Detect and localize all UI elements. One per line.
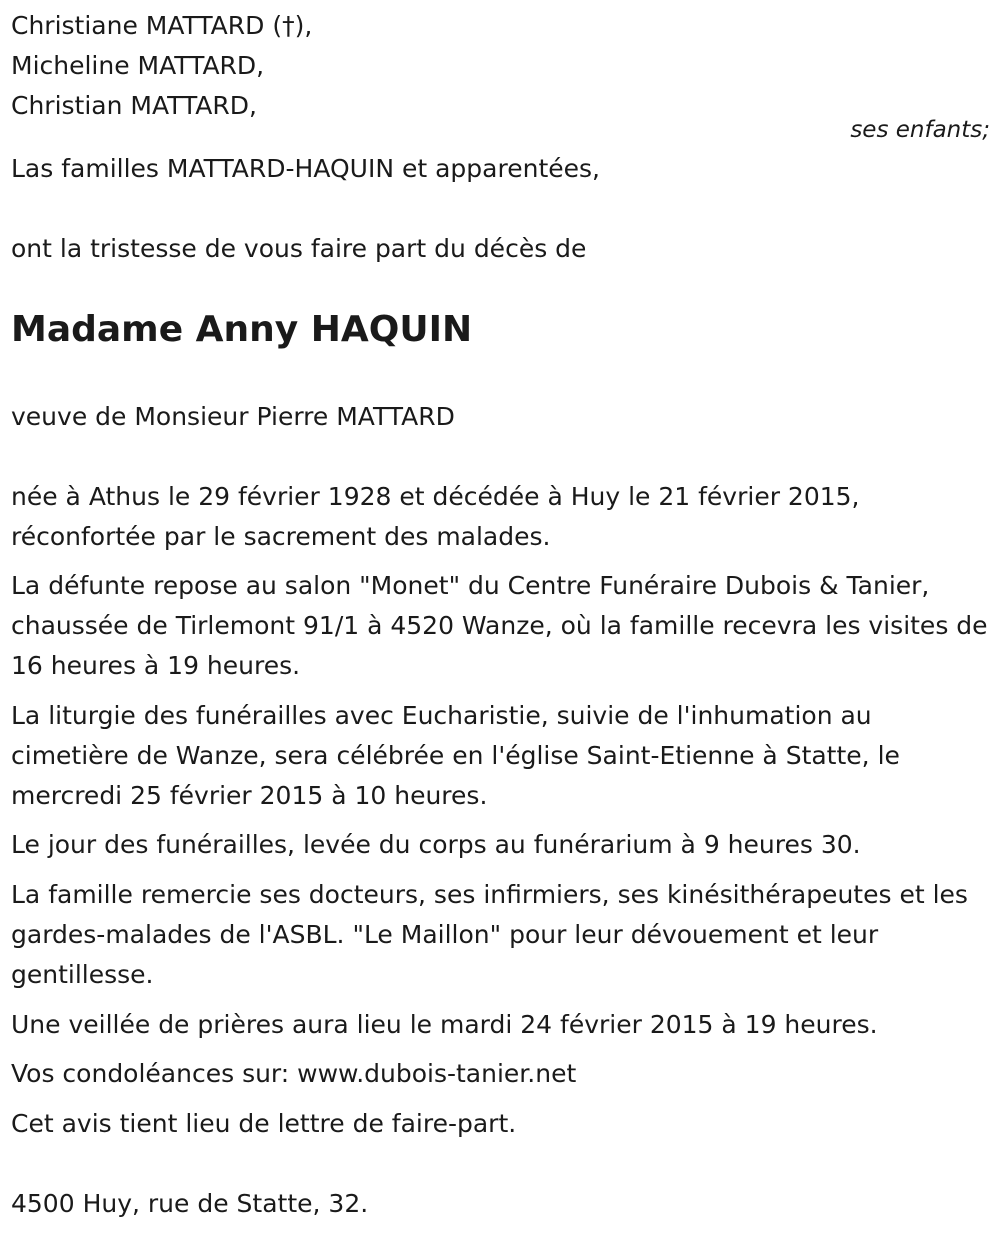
deceased-name: Madame Anny HAQUIN bbox=[11, 309, 473, 350]
families-line: Las familles MATTARD-HAQUIN et apparentées, bbox=[11, 154, 600, 183]
child-name-micheline: Micheline MATTARD, bbox=[11, 51, 265, 80]
announcement-line: ont la tristesse de vous faire part du décès de bbox=[11, 234, 587, 263]
viewing-paragraph: La défunte repose au salon "Monet" du Centre Funéraire Dubois & Tanier, chaussée de Tirlemont 91/1 à 4520 Wanze, où la famille recevra les visites de 16 heures à 19 heures. bbox=[11, 571, 988, 680]
child-name-christian: Christian MATTARD, bbox=[11, 91, 257, 120]
child-name-christiane: Christiane MATTARD (†), bbox=[11, 11, 313, 40]
procession-line: Le jour des funérailles, levée du corps au funérarium à 9 heures 30. bbox=[11, 830, 861, 859]
vigil-line: Une veillée de prières aura lieu le mardi 24 février 2015 à 19 heures. bbox=[11, 1010, 878, 1039]
thanks-paragraph: La famille remercie ses docteurs, ses infirmiers, ses kinésithérapeutes et les gardes-malades de l'ASBL. "Le Maillon" pour leur dévouement et leur gentillesse. bbox=[11, 880, 968, 989]
children-role: ses enfants; bbox=[850, 117, 990, 143]
liturgy-paragraph: La liturgie des funérailles avec Eucharistie, suivie de l'inhumation au cimetière de Wanze, sera célébrée en l'église Saint-Etienne à Statte, le mercredi 25 février 2015 à 10 heures. bbox=[11, 701, 900, 810]
sacrament-line: réconfortée par le sacrement des malades. bbox=[11, 522, 551, 551]
widow-of-line: veuve de Monsieur Pierre MATTARD bbox=[11, 402, 455, 431]
birth-death-line: née à Athus le 29 février 1928 et décédée à Huy le 21 février 2015, bbox=[11, 482, 860, 511]
condolences-line: Vos condoléances sur: www.dubois-tanier.net bbox=[11, 1059, 577, 1088]
notice-line: Cet avis tient lieu de lettre de faire-part. bbox=[11, 1109, 517, 1138]
address-line: 4500 Huy, rue de Statte, 32. bbox=[11, 1189, 369, 1218]
